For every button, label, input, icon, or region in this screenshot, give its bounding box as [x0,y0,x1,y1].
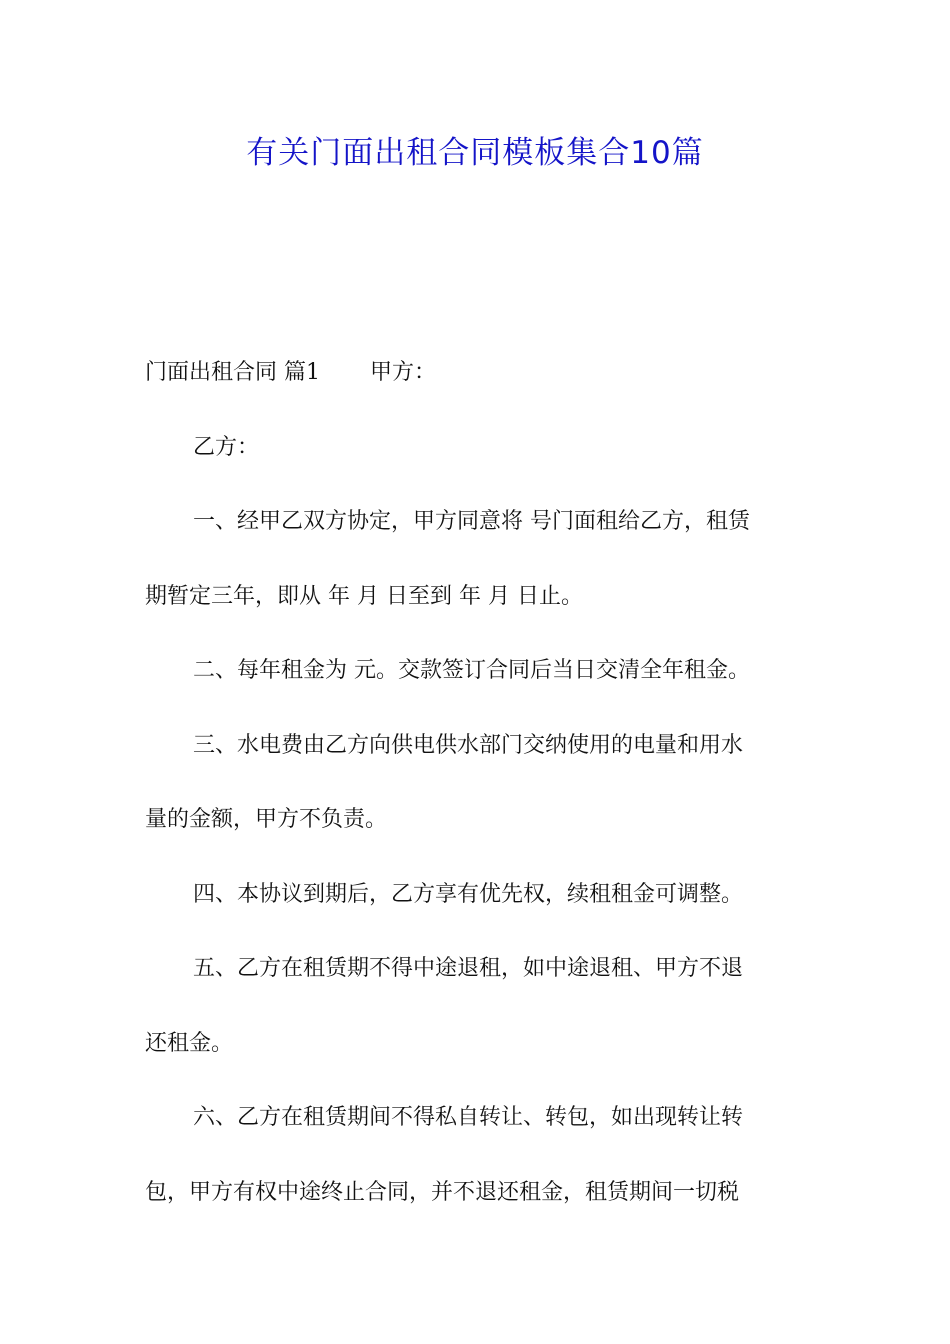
clause-line: 一、经甲乙双方协定，甲方同意将 号门面租给乙方，租赁 [193,509,750,534]
clause-line: 还租金。 [145,1030,234,1056]
party-b-label: 乙方： [193,434,260,460]
clause-line: 五、乙方在租赁期不得中途退租，如中途退租、甲方不退 [193,956,744,981]
contract-heading: 门面出租合同 篇1 [145,360,320,385]
clause-line: 期暂定三年，即从 年 月 日至到 年 月 日止。 [145,583,583,609]
document-title: 有关门面出租合同模板集合10篇 [246,135,704,171]
clause-line: 三、水电费由乙方向供电供水部门交纳使用的电量和用水 [193,732,744,758]
contract-body [145,336,807,1230]
contract-heading-line [145,336,807,411]
party-a-label: 甲方： [370,360,437,385]
clause-line: 六、乙方在租赁期间不得私自转让、转包，如出现转让转 [193,1105,744,1130]
clause-line: 二、每年租金为 元。交款签订合同后当日交清全年租金。 [193,658,750,683]
clause-line: 量的金额，甲方不负责。 [145,807,388,832]
clause-line: 四、本协议到期后，乙方享有优先权，续租租金可调整。 [193,881,744,907]
clause-line: 包，甲方有权中途终止合同，并不退还租金，租赁期间一切税 [145,1179,740,1205]
